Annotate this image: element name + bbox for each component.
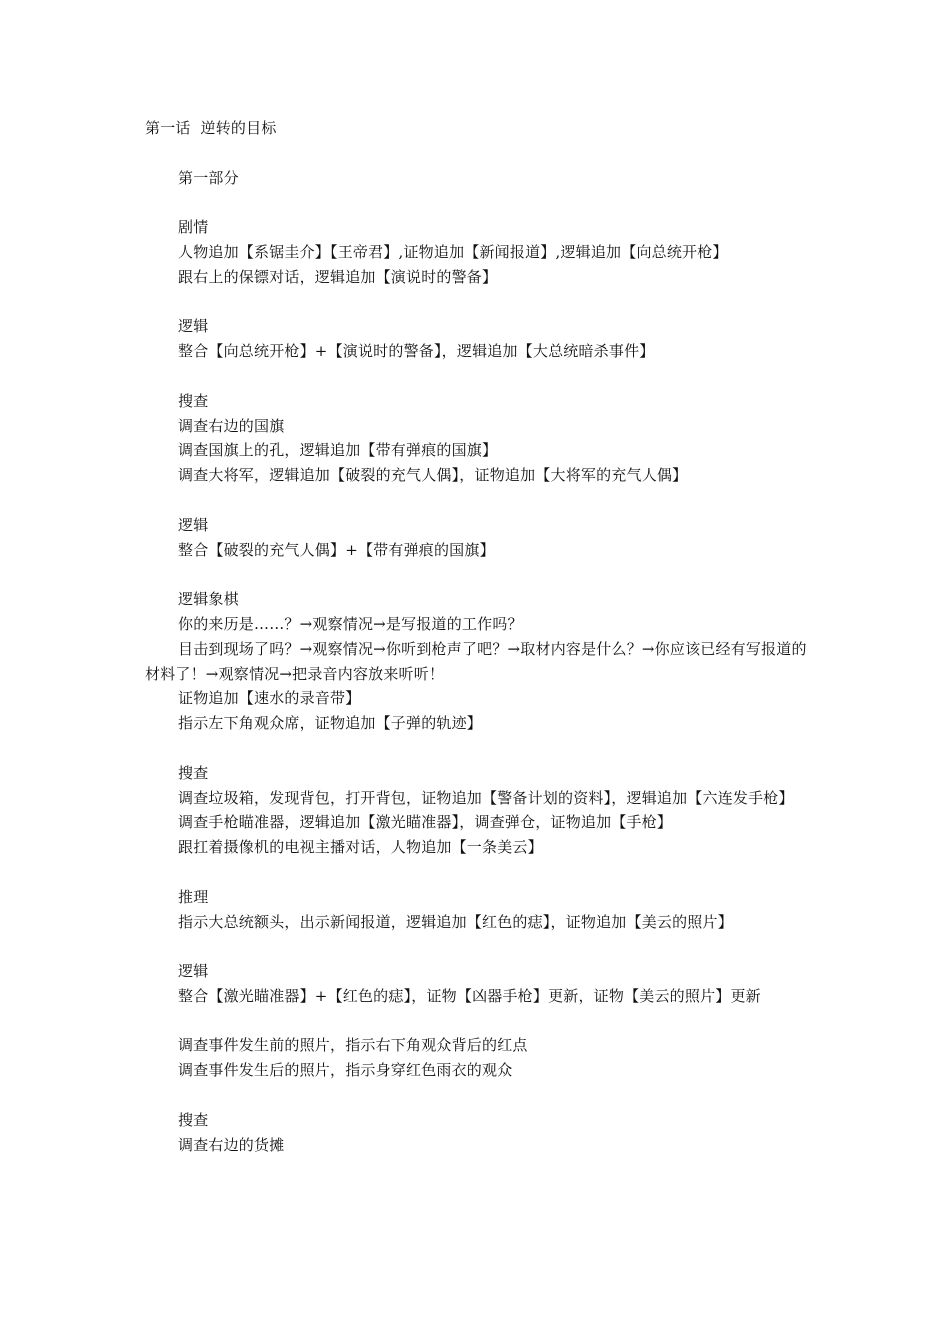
paragraph: 目击到现场了吗？→观察情况→你听到枪声了吧？→取材内容是什么？→你应该已经有写报道的材料了！→观察情况→把录音内容放来听听！ <box>145 639 807 683</box>
paragraph: 跟右上的保镖对话，逻辑追加【演说时的警备】 <box>178 267 498 286</box>
paragraph: 指示大总统额头，出示新闻报道，逻辑追加【红色的痣】，证物追加【美云的照片】 <box>178 912 733 931</box>
paragraph: 指示左下角观众席，证物追加【子弹的轨迹】 <box>178 714 483 733</box>
chapter-title: 第一话 逆转的目标 <box>145 119 277 137</box>
paragraph: 调查右边的货摊 <box>178 1135 285 1154</box>
paragraph: 调查右边的国旗 <box>178 416 285 435</box>
section-heading-investigation: 搜查 <box>178 391 209 410</box>
section-heading-investigation: 搜查 <box>178 1110 209 1129</box>
paragraph: 整合【破裂的充气人偶】+【带有弹痕的国旗】 <box>178 540 495 559</box>
paragraph: 整合【激光瞄准器】+【红色的痣】，证物【凶器手枪】更新，证物【美云的照片】更新 <box>178 986 761 1005</box>
paragraph: 跟扛着摄像机的电视主播对话，人物追加【一条美云】 <box>178 838 543 857</box>
blank-line <box>145 1083 811 1108</box>
blank-line <box>145 736 811 761</box>
section-heading-logic: 逻辑 <box>178 962 209 981</box>
section-heading-investigation: 搜查 <box>178 763 209 782</box>
paragraph: 你的来历是……？→观察情况→是写报道的工作吗？ <box>178 614 523 633</box>
section-heading-story: 剧情 <box>178 218 209 237</box>
section-heading-logic: 逻辑 <box>178 317 209 336</box>
blank-line <box>145 1009 811 1034</box>
section-heading-reasoning: 推理 <box>178 887 209 906</box>
paragraph: 调查国旗上的孔，逻辑追加【带有弹痕的国旗】 <box>178 441 498 460</box>
blank-line <box>145 141 811 166</box>
paragraph: 调查事件发生前的照片，指示右下角观众背后的红点 <box>178 1036 528 1055</box>
part-heading: 第一部分 <box>178 168 239 187</box>
paragraph: 整合【向总统开枪】+【演说时的警备】，逻辑追加【大总统暗杀事件】 <box>178 342 655 361</box>
blank-line <box>145 190 811 215</box>
paragraph: 调查大将军，逻辑追加【破裂的充气人偶】，证物追加【大将军的充气人偶】 <box>178 466 688 485</box>
blank-line <box>145 562 811 587</box>
paragraph: 调查手枪瞄准器，逻辑追加【激光瞄准器】，调查弹仓，证物追加【手枪】 <box>178 813 673 832</box>
blank-line <box>145 290 811 315</box>
blank-line <box>145 488 811 513</box>
paragraph: 人物追加【系锯圭介】【王帝君】,证物追加【新闻报道】,逻辑追加【向总统开枪】 <box>178 242 728 261</box>
paragraph: 调查事件发生后的照片，指示身穿红色雨衣的观众 <box>178 1061 513 1080</box>
walkthrough-text <box>145 116 811 1157</box>
blank-line <box>145 934 811 959</box>
paragraph: 证物追加【速水的录音带】 <box>178 689 361 708</box>
section-heading-logic: 逻辑 <box>178 515 209 534</box>
blank-line <box>145 364 811 389</box>
section-heading-logic-chess: 逻辑象棋 <box>178 590 239 609</box>
paragraph: 调查垃圾箱，发现背包，打开背包，证物追加【警备计划的资料】，逻辑追加【六连发手枪】 <box>178 788 794 807</box>
blank-line <box>145 860 811 885</box>
